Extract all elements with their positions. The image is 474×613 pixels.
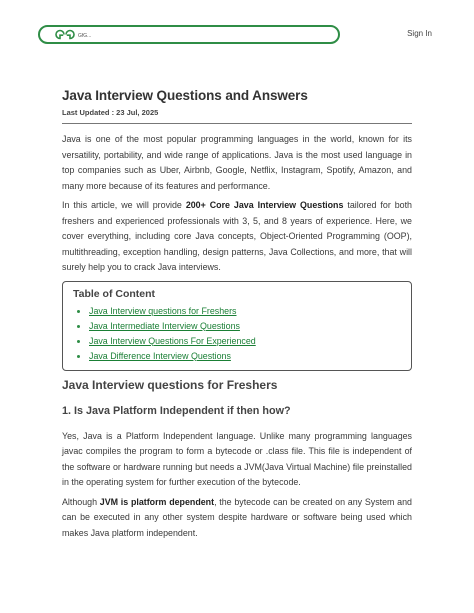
- intro-2-pre: In this article, we will provide: [62, 200, 186, 210]
- toc-item: [89, 334, 401, 349]
- article: [62, 88, 412, 541]
- answer-2-bold: JVM is platform dependent: [99, 496, 215, 507]
- logo-text: GfG...: [78, 32, 92, 39]
- answer-2-post: , the bytecode can be created on any System and can be executed in any other system despite hardware or software being used which makes Java platform independent.: [62, 496, 412, 538]
- intro-paragraph-1: Java is one of the most popular programming languages in the world, known for its versatility, portability, and wide range of applications. Java is the most used language in top companies such as Uber, Airbnb, Google, Netflix, Instagram, Spotify, Amazon, and many more because of its features and performance.: [62, 134, 412, 191]
- top-bar: [0, 0, 474, 70]
- toc-list: [73, 304, 401, 364]
- answer-paragraph-2: [62, 495, 412, 542]
- last-updated: Last Updated : 23 Jul, 2025: [62, 108, 159, 117]
- intro-2-post: tailored for both freshers and experienced professionals with 3, 5, and 8 years of experience. Here, we cover everything, including core Java concepts, Object-Oriented Programming (OOP), multithreading, exception handling, design patterns, Java Collections, and more, that will surely help you to crack Java interviews.: [62, 200, 412, 272]
- toc-title: Table of Content: [73, 287, 156, 300]
- toc-link-difference[interactable]: Java Difference Interview Questions: [89, 350, 231, 361]
- sign-in-link[interactable]: Sign In: [407, 29, 432, 38]
- intro-paragraph-2: [62, 198, 412, 276]
- answer-paragraph-1: Yes, Java is a Platform Independent language. Unlike many programming languages javac compiles the program to form a bytecode or .class file. This file is independent of the software or hardware running but needs a JVM(Java Virtual Machine) file preinstalled in the operating system for further execution of the bytecode.: [62, 430, 412, 487]
- question-heading: 1. Is Java Platform Independent if then how?: [62, 404, 291, 417]
- answer-2-pre: Although: [62, 496, 100, 507]
- toc-link-freshers[interactable]: Java Interview questions for Freshers: [89, 305, 237, 316]
- table-of-content: [62, 281, 412, 371]
- toc-item: [89, 304, 401, 319]
- gfg-logo[interactable]: [54, 29, 91, 40]
- section-heading: Java Interview questions for Freshers: [62, 377, 278, 392]
- article-title: Java Interview Questions and Answers: [62, 88, 308, 103]
- title-divider: [62, 123, 412, 124]
- toc-item: [89, 319, 401, 334]
- gfg-logo-icon: [54, 29, 76, 40]
- intro-2-bold: 200+ Core Java Interview Questions: [185, 200, 344, 210]
- toc-link-experienced[interactable]: Java Interview Questions For Experienced: [89, 335, 256, 346]
- toc-link-intermediate[interactable]: Java Intermediate Interview Questions: [89, 320, 240, 331]
- search-bar[interactable]: [38, 25, 340, 44]
- toc-item: [89, 349, 401, 364]
